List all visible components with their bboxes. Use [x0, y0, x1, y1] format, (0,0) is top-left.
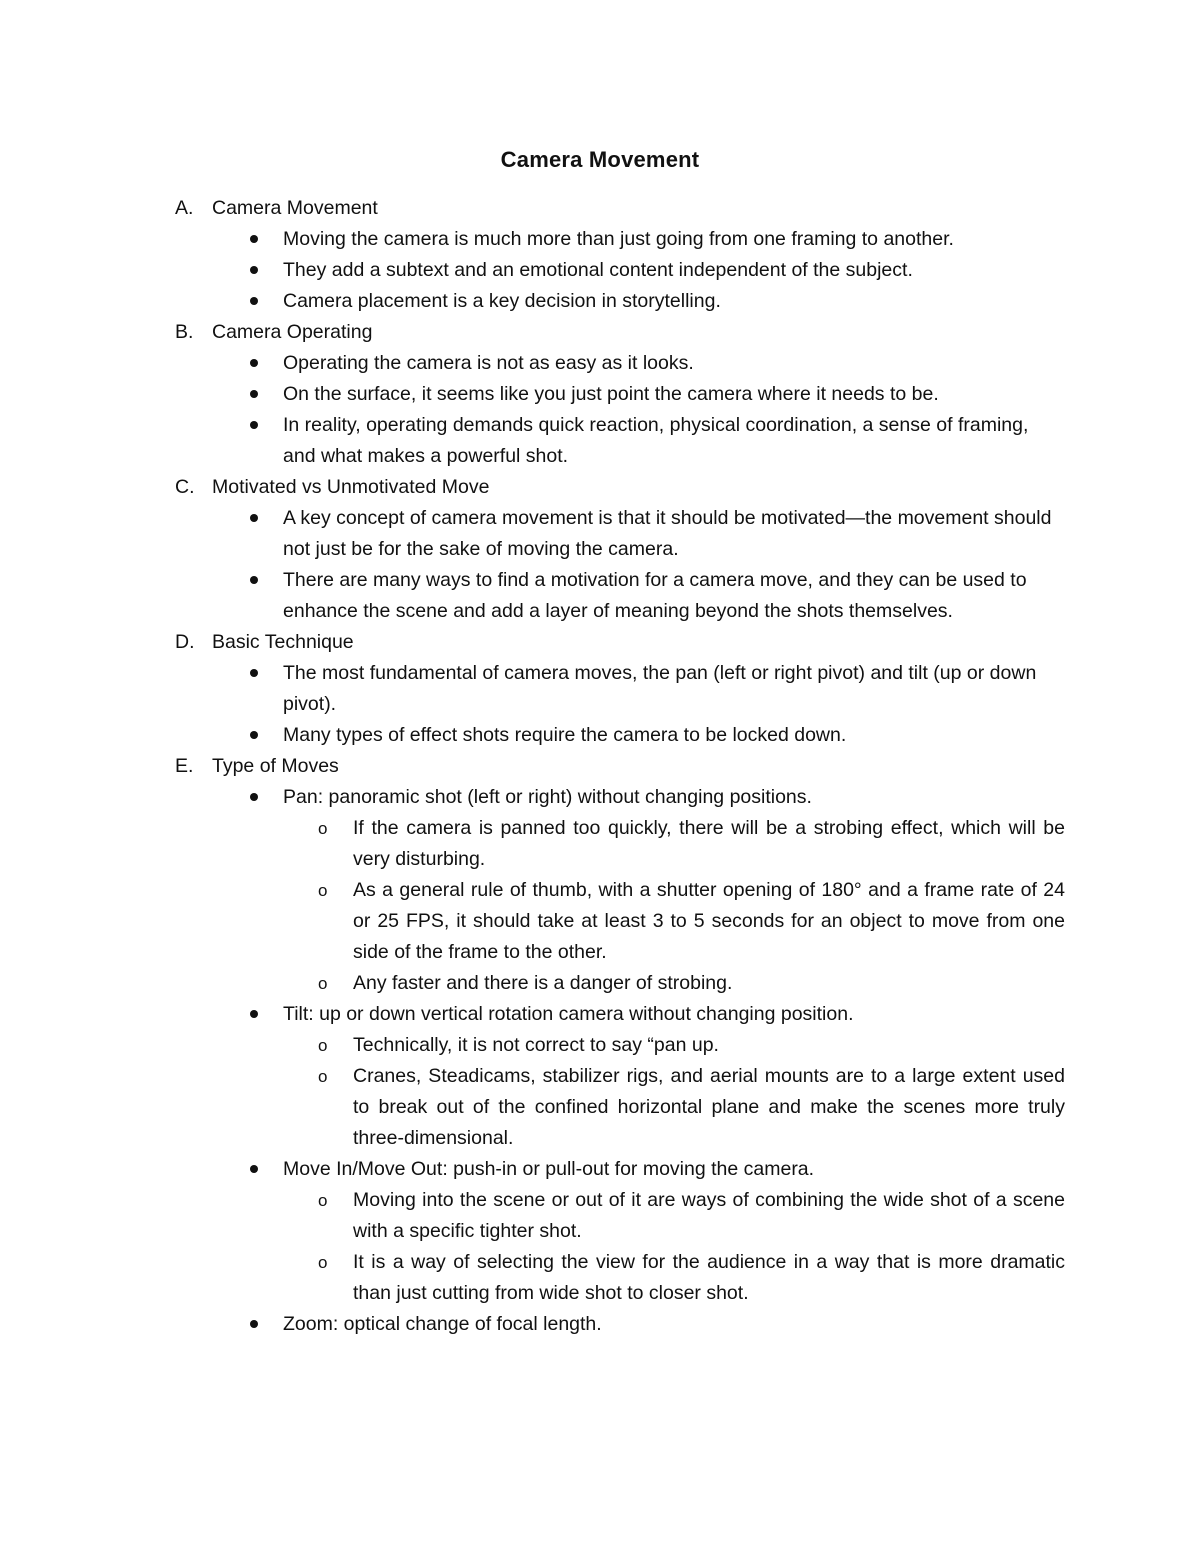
bullet-item: [175, 255, 1065, 286]
bullet-text: Pan: panoramic shot (left or right) without changing positions.: [283, 786, 812, 808]
bullet-item: [175, 1309, 1065, 1340]
section-letter: E.: [175, 755, 194, 777]
bullet-item: [175, 503, 1065, 565]
sub-bullet-item: [175, 813, 1065, 875]
bullet-item: [175, 410, 1065, 472]
bullet-text: Tilt: up or down vertical rotation camera without changing position.: [283, 1003, 854, 1025]
bullet-item: [175, 720, 1065, 751]
sub-bullet-item: [175, 1061, 1065, 1154]
bullet-dot-icon: [250, 731, 258, 739]
sub-bullet-text: Moving into the scene or out of it are ways of combining the wide shot of a scene with a specific tighter shot.: [353, 1189, 1065, 1242]
bullet-item: [175, 224, 1065, 255]
section-heading-text: Type of Moves: [212, 755, 339, 777]
sub-bullet-circle-icon: o: [318, 1036, 328, 1055]
sub-bullet-circle-icon: o: [318, 881, 328, 900]
sub-bullet-circle-icon: o: [318, 1191, 328, 1210]
sub-bullet-text: Cranes, Steadicams, stabilizer rigs, and aerial mounts are to a large extent used to break out of the confined horizontal plane and make the scenes more truly three-dimensional.: [353, 1065, 1065, 1149]
bullet-dot-icon: [250, 390, 258, 398]
bullet-dot-icon: [250, 793, 258, 801]
section-heading: [175, 472, 1065, 503]
section-heading-text: Motivated vs Unmotivated Move: [212, 476, 490, 498]
section-heading: [175, 317, 1065, 348]
bullet-item: [175, 286, 1065, 317]
sub-bullet-circle-icon: o: [318, 819, 328, 838]
bullet-dot-icon: [250, 297, 258, 305]
section-heading: [175, 627, 1065, 658]
sub-bullet-text: Any faster and there is a danger of strobing.: [353, 972, 733, 994]
bullet-dot-icon: [250, 359, 258, 367]
sub-bullet-circle-icon: o: [318, 1253, 328, 1272]
bullet-text: A key concept of camera movement is that it should be motivated—the movement should not just be for the sake of moving the camera.: [283, 507, 1052, 560]
section-heading-text: Basic Technique: [212, 631, 354, 653]
section-heading-text: Camera Movement: [212, 197, 378, 219]
sub-bullet-circle-icon: o: [318, 1067, 328, 1086]
page-title: Camera Movement: [500, 147, 700, 172]
bullet-dot-icon: [250, 1165, 258, 1173]
section-heading: [175, 193, 1065, 224]
bullet-text: Camera placement is a key decision in storytelling.: [283, 290, 721, 312]
bullet-text: On the surface, it seems like you just point the camera where it needs to be.: [283, 383, 939, 405]
bullet-dot-icon: [250, 1320, 258, 1328]
sub-bullet-text: It is a way of selecting the view for the audience in a way that is more dramatic than just cutting from wide shot to closer shot.: [353, 1251, 1065, 1304]
sub-bullet-item: [175, 1030, 1065, 1061]
bullet-text: In reality, operating demands quick reaction, physical coordination, a sense of framing, and what makes a powerful shot.: [283, 414, 1029, 467]
bullet-text: Move In/Move Out: push-in or pull-out for moving the camera.: [283, 1158, 815, 1180]
bullet-dot-icon: [250, 514, 258, 522]
bullet-text: There are many ways to find a motivation for a camera move, and they can be used to enhance the scene and add a layer of meaning beyond the shots themselves.: [283, 569, 1027, 622]
sub-bullet-item: [175, 1247, 1065, 1309]
sub-bullet-circle-icon: o: [318, 974, 328, 993]
sub-bullet-text: As a general rule of thumb, with a shutter opening of 180° and a frame rate of 24 or 25 FPS, it should take at least 3 to 5 seconds for an object to move from one side of the frame to the other.: [353, 879, 1065, 963]
section-letter: A.: [175, 197, 194, 219]
sub-bullet-item: [175, 968, 1065, 999]
sub-bullet-item: [175, 875, 1065, 968]
bullet-text: Moving the camera is much more than just going from one framing to another.: [283, 228, 954, 250]
sub-bullet-text: If the camera is panned too quickly, there will be a strobing effect, which will be very disturbing.: [353, 817, 1065, 870]
bullet-dot-icon: [250, 266, 258, 274]
sub-bullet-item: [175, 1185, 1065, 1247]
bullet-item: [175, 379, 1065, 410]
section-letter: D.: [175, 631, 195, 653]
bullet-item: [175, 565, 1065, 627]
section-letter: C.: [175, 476, 195, 498]
bullet-dot-icon: [250, 1010, 258, 1018]
bullet-text: They add a subtext and an emotional content independent of the subject.: [283, 259, 913, 281]
bullet-text: The most fundamental of camera moves, the pan (left or right pivot) and tilt (up or down pivot).: [283, 662, 1037, 715]
bullet-text: Zoom: optical change of focal length.: [283, 1313, 602, 1335]
bullet-dot-icon: [250, 421, 258, 429]
bullet-item: [175, 348, 1065, 379]
bullet-text: Many types of effect shots require the camera to be locked down.: [283, 724, 847, 746]
bullet-dot-icon: [250, 669, 258, 677]
bullet-item: [175, 782, 1065, 813]
outline-list: [175, 193, 1065, 1340]
bullet-item: [175, 999, 1065, 1030]
section-heading: [175, 751, 1065, 782]
section-heading-text: Camera Operating: [212, 321, 373, 343]
bullet-dot-icon: [250, 235, 258, 243]
sub-bullet-text: Technically, it is not correct to say “pan up.: [353, 1034, 719, 1056]
bullet-text: Operating the camera is not as easy as it looks.: [283, 352, 694, 374]
section-letter: B.: [175, 321, 194, 343]
bullet-item: [175, 1154, 1065, 1185]
bullet-dot-icon: [250, 576, 258, 584]
bullet-item: [175, 658, 1065, 720]
